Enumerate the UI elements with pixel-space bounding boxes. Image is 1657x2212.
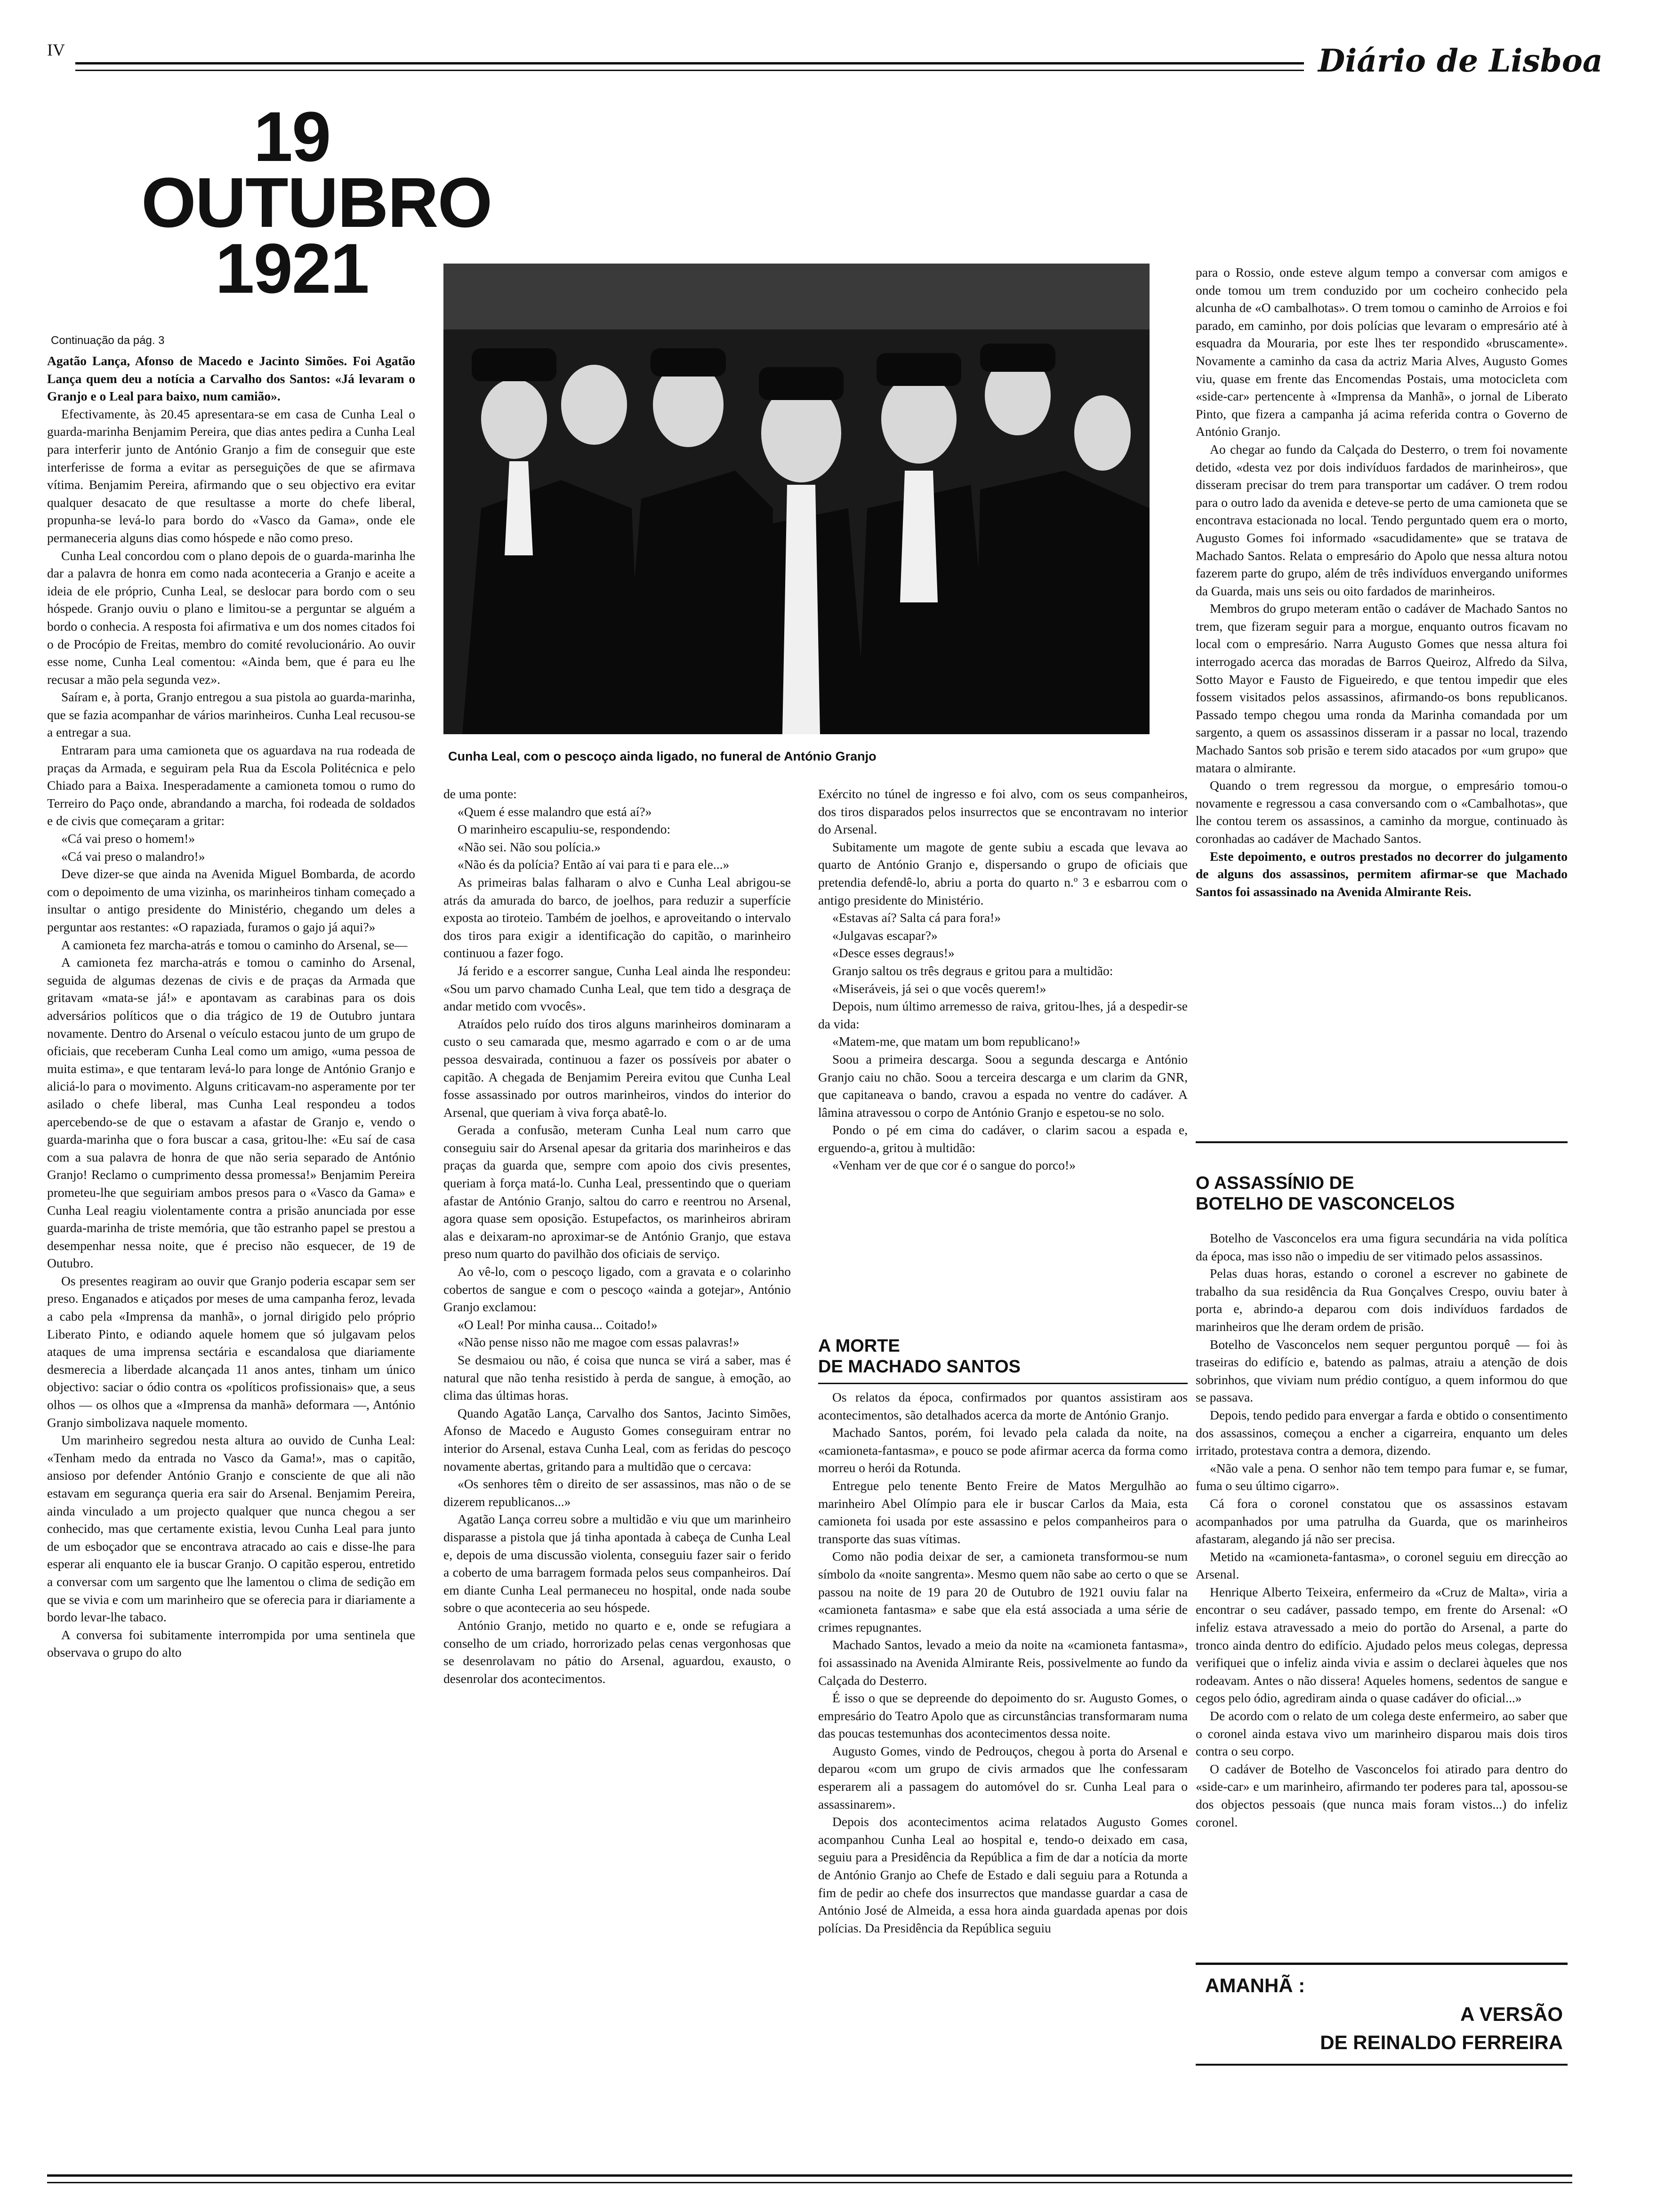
photo-caption: Cunha Leal, com o pescoço ainda ligado, no funeral de António Granjo bbox=[448, 749, 877, 763]
col4-para: Este depoimento, e outros prestados no decorrer do julgamento de alguns dos assassinos, permitem afirmar-se que Machado Santos foi assassinado na Avenida Almirante Reis. bbox=[1196, 849, 1568, 899]
col1-para: Cunha Leal concordou com o plano depois de o guarda-marinha lhe dar a palavra de honra em como nada aconteceria a Granjo e aceite a ideia de ele próprio, Cunha Leal, se deslocar para bordo com o seu hóspede. Granjo ouviu o plano e limitou-se a perguntar se alguém a bordo o conhecia. A resposta foi afirmativa e um dos nomes citados foi o de Procópio de Freitas, membro do comité revolucionário. Ao ouvir esse nome, Cunha Leal comentou: «Ainda bem, que é para eu lhe recusar a mão pela segunda vez». bbox=[47, 548, 415, 687]
amanha-rule-bottom bbox=[1196, 2064, 1568, 2066]
col3-para: Subitamente um magote de gente subiu a escada que levava ao quarto de António Granjo e, dispersando o grupo de oficiais que pretendia defendê-lo, abriu a porta do quarto n.º 3 e esbarrou com o antigo presidente do Ministério. bbox=[818, 839, 1188, 907]
col3-para: «Matem-me, que matam um bom republicano!» bbox=[832, 1034, 1080, 1049]
title-line-day: 19 bbox=[253, 97, 330, 176]
col4b-para: Cá fora o coronel constatou que os assassinos estavam acompanhados por uma patrulha da Guarda, que os marinheiros afastaram, alegando já não ser precisa. bbox=[1196, 1496, 1568, 1547]
col4b-para: Depois, tendo pedido para envergar a farda e obtido o consentimento dos assassinos, começou a encher a cigarreira, enquanto um deles irritado, protestava contra a demora, dizendo. bbox=[1196, 1407, 1568, 1458]
col3b-para: Machado Santos, levado a meio da noite na «camioneta fantasma», foi assassinado na Avenida Almirante Reis, possivelmente ao fundo da Calçada do Desterro. bbox=[818, 1637, 1188, 1688]
col4b-para: «Não vale a pena. O senhor não tem tempo para fumar e, se fumar, fuma o seu último cigarro». bbox=[1196, 1460, 1568, 1493]
col1-para: Entraram para uma camioneta que os aguardava na rua rodeada de praças da Armada, e seguiram pela Rua da Escola Politécnica e pelo Chiado para a Baixa. Inesperadamente a camioneta tomou o rumo do Terreiro do Paço onde, abrandando a marcha, foi rodeada de soldados e de civis que começaram a gritar: bbox=[47, 743, 415, 828]
col2-para: «O Leal! Por minha causa... Coitado!» bbox=[458, 1317, 658, 1332]
col2-para: Já ferido e a escorrer sangue, Cunha Leal ainda lhe respondeu: «Sou um parvo chamado Cunha Leal, que tem tido a desgraça de andar metido com vvocês». bbox=[443, 963, 791, 1014]
col2-para: As primeiras balas falharam o alvo e Cunha Leal abrigou-se atrás da amurada do barco, de joelhos, para reduzir a superfície exposta ao tiroteio. Também de joelhos, e aproveitando o intervalo dos tiros para exigir a identificação do capitão, o marinheiro continuou a fazer fogo. bbox=[443, 874, 791, 961]
col2-para: Quando Agatão Lança, Carvalho dos Santos, Jacinto Simões, Afonso de Macedo e Augusto Gomes conseguiram entrar no interior do Arsenal, estava Cunha Leal, com as feridas do pescoço novamente abertas, gritando para a multidão que o cercava: bbox=[443, 1405, 791, 1474]
col3b-para: Entregue pelo tenente Bento Freire de Matos Mergulhão ao marinheiro Abel Olímpio para ele ir buscar Carlos da Maia, esta camioneta foi usada por este assassino e pelos companheiros para o transporte das suas vítimas. bbox=[818, 1478, 1188, 1546]
section-title-line: A MORTE bbox=[818, 1336, 900, 1356]
col3b-para: É isso o que se depreende do depoimento do sr. Augusto Gomes, o empresário do Teatro Apolo que as circunstâncias transformaram numa das poucas testemunhas dos acontecimentos dessa noite. bbox=[818, 1691, 1188, 1741]
col1-para: Os presentes reagiram ao ouvir que Granjo poderia escapar sem ser preso. Enganados e atiçados por meses de uma campanha feroz, levada a cabo pela «Imprensa da manhã», o jornal dirigido pelo próprio Liberato Pinto, e odiando aquele homem que só julgavam pelos ataques de uma imprensa sectária e escandalosa que diariamente desmerecia a liberdade alcançada 11 anos antes, tinham um único objectivo: saciar o ódio contra os «políticos profissionais» que, a seus olhos — os olhos que a «Imprensa da manhã» deformara —, António Granjo simbolizava naquele momento. bbox=[47, 1273, 415, 1430]
page-number: IV bbox=[47, 40, 65, 59]
col3-para: «Julgavas escapar?» bbox=[832, 928, 938, 943]
col1-para: «Cá vai preso o homem!» bbox=[61, 831, 195, 846]
column-2 bbox=[443, 785, 791, 2159]
col3b-para: Augusto Gomes, vindo de Pedrouços, chegou à porta do Arsenal e deparou «com um grupo de civis armados que lhe confessaram esperarem ali a passagem do automóvel do sr. Cunha Leal para o assassinarem». bbox=[818, 1743, 1188, 1811]
col4-para: Quando o trem regressou da morgue, o empresário tomou-o novamente e regressou a casa conversando com o «Cambalhotas», que lhe contou terem os assassinos, a caminho da morgue, continuado às coronhadas ao cadáver de Machado Santos. bbox=[1196, 778, 1568, 846]
col2-para: «Os senhores têm o direito de ser assassinos, mas não o de se dizerem republicanos...» bbox=[443, 1476, 791, 1509]
col1-para: Agatão Lança, Afonso de Macedo e Jacinto Simões. Foi Agatão Lança quem deu a notícia a Carvalho dos Santos: «Já levaram o Granjo e o Leal para baixo, num camião». bbox=[47, 353, 415, 404]
column-4-botelho bbox=[1196, 1229, 1568, 1949]
col2-para: António Granjo, metido no quarto e e, onde se refugiara a conselho de um criado, horrorizado pelas cenas vergonhosas que se desenrolavam no pátio do Arsenal, aguardou, exausto, o desenrolar dos acontecimentos. bbox=[443, 1618, 791, 1686]
col4b-para: De acordo com o relato de um colega deste enfermeiro, ao saber que o coronel ainda estava vivo um marinheiro disparou mais dois tiros contra o seu corpo. bbox=[1196, 1708, 1568, 1759]
col1-para: Deve dizer-se que ainda na Avenida Miguel Bombarda, de acordo com o depoimento de uma vizinha, os marinheiros tinham começado a insultar o antigo presidente do Ministério, chegando um deles a perguntar aos restantes: «O rapaziada, furamos o gajo já aqui?» bbox=[47, 866, 415, 934]
column-3 bbox=[818, 785, 1188, 1298]
col4b-para: Botelho de Vasconcelos nem sequer perguntou porquê — foi às traseiras do edifício e, batendo as palmas, atraiu a atenção de dois sobrinhos, que viviam num prédio contíguo, a quem informou do que se passava. bbox=[1196, 1337, 1568, 1405]
col3-para: Granjo saltou os três degraus e gritou para a multidão: bbox=[832, 963, 1113, 978]
col3-para: Pondo o pé em cima do cadáver, o clarim sacou a espada e, erguendo-a, gritou à multidão: bbox=[818, 1122, 1188, 1155]
col1-para: A camioneta fez marcha-atrás e tomou o caminho do Arsenal, se— bbox=[61, 937, 408, 952]
col3b-para: Os relatos da época, confirmados por quantos assistiram aos acontecimentos, são detalhados acerca da morte de António Granjo. bbox=[818, 1390, 1188, 1422]
col2-para: O marinheiro escapuliu-se, respondendo: bbox=[458, 822, 671, 837]
amanha-rule-top bbox=[1196, 1963, 1568, 1965]
section-divider bbox=[1196, 1141, 1568, 1143]
col4b-para: Henrique Alberto Teixeira, enfermeiro da «Cruz de Malta», viria a encontrar o seu cadáver, passado tempo, em frente do Arsenal: «O infeliz estava atravessado a meio do portão do Arsenal, a parte do tronco ainda dentro do edifício. Ajudado pelos meus colegas, depressa verifiquei que o infeliz ainda vivia e assim o declarei àqueles que nos rodeavam. Antes o não dissera! Aqueles homens, sedentos de sangue e cegos pelo ódio, agrediram ainda o quase cadáver do oficial...» bbox=[1196, 1584, 1568, 1706]
col3-para: Depois, num último arremesso de raiva, gritou-lhes, já a despedir-se da vida: bbox=[818, 999, 1188, 1031]
funeral-photo bbox=[443, 264, 1150, 734]
col1-para: «Cá vai preso o malandro!» bbox=[61, 849, 205, 864]
column-4 bbox=[1196, 264, 1568, 1125]
col3-para: Soou a primeira descarga. Soou a segunda descarga e António Granjo caiu no chão. Soou a terceira descarga e um clarim da GNR, que capitaneava o bando, cravou a espada no ventre do cadáver. A lâmina atravessou o corpo de António Granjo e espetou-se no solo. bbox=[818, 1051, 1188, 1120]
col1-para: A conversa foi subitamente interrompida por uma sentinela que observava o grupo do alto bbox=[47, 1627, 415, 1660]
column-3-machado bbox=[818, 1388, 1188, 2160]
col2-para: Atraídos pelo ruído dos tiros alguns marinheiros dominaram a custo o seu camarada que, mesmo agarrado e com o ar de uma pessoa desvairada, continuou a fazer os possíveis por abater o capitão. A chegada de Benjamim Pereira evitou que Cunha Leal fosse assassinado por outros marinheiros, vindos do interior do Arsenal, que queriam à viva força abatê-lo. bbox=[443, 1016, 791, 1120]
tomorrow-label: AMANHÃ : bbox=[1205, 1974, 1305, 1996]
col1-para: Um marinheiro segredou nesta altura ao ouvido de Cunha Leal: «Tenham medo da entrada no Vasco da Gama!», mas o capitão, ansioso por defender António Granjo e consciente de que ali não estavam em segurança queria era sair do Arsenal. Benjamim Pereira, ainda vinculado a um projecto qualquer que nunca chegou a ser conhecido, mas que certamente existia, levou Cunha Leal para junto de um esboçador que se encontrava atracado ao cais e disse-lhe para esperar ali enquanto ele ia buscar Granjo. O capitão esperou, entretido a conversar com um sargento que lhe lamentou o clima de sedição em que se vivia e com um marinheiro que se oferecia para ir diariamente a bordo levar-lhe tabaco. bbox=[47, 1433, 415, 1625]
section-title-line: O ASSASSÍNIO DE bbox=[1196, 1173, 1354, 1193]
tomorrow-headline-line: A VERSÃO bbox=[1460, 2003, 1563, 2025]
section-title-botelho-vasconcelos bbox=[1196, 1173, 1568, 1214]
col1-para: Saíram e, à porta, Granjo entregou a sua pistola ao guarda-marinha, que se fazia acompanhar de vários marinheiros. Cunha Leal recusou-se a entregar a sua. bbox=[47, 689, 415, 740]
title-line-month: OUTUBRO bbox=[141, 163, 492, 242]
col3b-para: Depois dos acontecimentos acima relatados Augusto Gomes acompanhou Cunha Leal ao hospital e, tendo-o deixado em casa, seguiu para a Presidência da República a fim de dar a notícia da morte de António Granjo ao Chefe de Estado e dali seguiu para a Rotunda a fim de pedir ao chefe dos insurrectos que mandasse guardar a casa de António José de Almeida, a essa hora ainda guardada apenas por dois polícias. Da Presidência da República seguiu bbox=[818, 1814, 1188, 1935]
col1-para: Efectivamente, às 20.45 apresentara-se em casa de Cunha Leal o guarda-marinha Benjamim Pereira, que dias antes pedira a Cunha Leal para interferir junto de António Granjo a fim de conseguir que este interferisse de forma a evitar as perseguições de que se afirmava vítima. Benjamim Pereira, afirmando que o seu objectivo era evitar qualquer desacato de que resultasse a morte do chefe liberal, propunha-se levá-lo para bordo do «Vasco da Gama», onde ele permaneceria alguns dias como hóspede e não como preso. bbox=[47, 406, 415, 545]
col2-para: Se desmaiou ou não, é coisa que nunca se virá a saber, mas é natural que não tenha resistido à perda de sangue, à emoção, ao clima das últimas horas. bbox=[443, 1353, 791, 1403]
col4-para: Ao chegar ao fundo da Calçada do Desterro, o trem foi novamente detido, «desta vez por dois indivíduos fardados de marinheiros», que disseram precisar do trem para transportar um cadáver. O trem rodou para o outro lado da avenida e deteve-se perto de uma camioneta que se encontrava estacionada no local. Tendo perguntado quem era o morto, Augusto Gomes foi informado «sacudidamente» que se tratava de Machado Santos. Relata o empresário do Apolo que nessa altura notou fazerem parte do grupo, além de três indivíduos envergando uniformes da Guarda, mais uns seis ou oito fardados de marinheiros. bbox=[1196, 441, 1568, 598]
header-rule-top bbox=[75, 62, 1304, 64]
col3-para: «Miseráveis, já sei o que vocês querem!» bbox=[832, 981, 1046, 996]
col2-para: Ao vê-lo, com o pescoço ligado, com a gravata e o colarinho cobertos de sangue e com o pescoço «ainda a gotejar», António Granjo exclamou: bbox=[443, 1264, 791, 1314]
page-title bbox=[141, 97, 492, 308]
col3-para: «Estavas aí? Salta cá para fora!» bbox=[832, 910, 1001, 925]
col1-para: A camioneta fez marcha-atrás e tomou o caminho do Arsenal, seguida de algumas dezenas de civis e de praças da Armada que gritavam «mata-se já!» e apontavam as carabinas para os dois adversários políticos que o dia trágico de 19 de Outubro juntara novamente. Dentro do Arsenal o veículo estacou junto de um grupo de oficiais, que receberam Cunha Leal como um amigo, «uma pessoa de muita estima», e que tentaram levá-lo para longe de António Granjo e aliciá-lo para o movimento. Alguns criticavam-no asperamente por ter asilado o chefe liberal, mas Cunha Leal respondeu a todos apercebendo-se de que o estavam a afastar de Granjo e, vendo o guarda-marinha que o fora buscar a casa, gritou-lhe: «Eu saí de casa com a sua palavra de honra de que não seria separado de António Granjo! Reclamo o cumprimento dessa promessa!» Benjamim Pereira prometeu-lhe que seguiriam ambos presos para o «Vasco da Gama» e Cunha Leal reagiu violentamente contra a prisão anunciada por esse guarda-marinha de triste memória, que tão estranho papel se prestou a desempenhar nessa noite, que é preciso não esquecer, de 19 de Outubro. bbox=[47, 955, 415, 1271]
title-line-year: 1921 bbox=[215, 229, 369, 308]
col4b-para: Pelas duas horas, estando o coronel a escrever no gabinete de trabalho da sua residência da Rua Gonçalves Crespo, ouviu bater à porta e, abrindo-a deparou com dois indivíduos fardados de marinheiros que lhe deram ordem de prisão. bbox=[1196, 1266, 1568, 1334]
tomorrow-headline bbox=[1271, 2000, 1563, 2057]
header-rule-bottom bbox=[75, 70, 1304, 71]
col2-para: «Quem é esse malandro que está aí?» bbox=[458, 804, 652, 819]
photo-figures bbox=[443, 264, 1150, 734]
col4b-para: Botelho de Vasconcelos era uma figura secundária na vida política da época, mas isso não o impediu de ser vitimado pelos assassinos. bbox=[1196, 1231, 1568, 1263]
col2-para: Gerada a confusão, meteram Cunha Leal num carro que conseguiu sair do Arsenal apesar da gritaria dos marinheiros e das praças da guarda que, sempre com apoio dos civis presentes, queriam à força matá-lo. Cunha Leal, pressentindo que o queriam afastar de António Granjo, saltou do carro e reentrou no Arsenal, agora quase sem oposição. Estupefactos, os marinheiros abriram alas e deixaram-no aproximar-se de António Granjo, que estava preso num quarto do pavilhão dos oficiais de serviço. bbox=[443, 1122, 791, 1261]
continuation-note: Continuação da pág. 3 bbox=[51, 334, 165, 347]
col2-para: de uma ponte: bbox=[443, 786, 517, 801]
col4-para: Membros do grupo meteram então o cadáver de Machado Santos no trem, que fizeram seguir para a morgue, enquanto outros ficavam no local com o empresário. Narra Augusto Gomes que nessa altura foi interrogado acerca das moradas de Barros Queiroz, Alfredo da Silva, Sotto Mayor e Fausto de Figueiredo, e que tentou impedir que eles fossem visitados pelos assassinos, afirmando-os bons republicanos. Passado tempo chegou uma ronda da Marinha comandada por um sargento, a quem os assassinos disseram ir a passar no local, trazendo Machado Santos sob prisão e terem sido atacados por «um grupo» que matara o almirante. bbox=[1196, 601, 1568, 775]
section-rule bbox=[818, 1383, 1188, 1384]
column-1 bbox=[47, 352, 415, 2159]
col2-para: «Não pense nisso não me magoe com essas palavras!» bbox=[458, 1335, 740, 1350]
col2-para: Agatão Lança correu sobre a multidão e viu que um marinheiro disparasse a pistola que já tinha apontada à cabeça de Cunha Leal e, depois de uma discussão violenta, conseguiu fazer sair o ferido a coberto de uma barragem formada pelos seus companheiros. Daí em diante Cunha Leal permaneceu no hospital, onde nada soube sobre o que aconteceria ao seu hóspede. bbox=[443, 1512, 791, 1615]
col2-para: «Não sei. Não sou polícia.» bbox=[458, 839, 601, 854]
col4b-para: O cadáver de Botelho de Vasconcelos foi atirado para dentro do «side-car» e um marinheiro, afirmando ter poderes para tal, apossou-se dos objectos pessoais (que nunca mais foram vistos...) do infeliz coronel. bbox=[1196, 1761, 1568, 1829]
col3b-para: Como não podia deixar de ser, a camioneta transformou-se num símbolo da «noite sangrenta». Mesmo quem não sabe ao certo o que se passou na noite de 19 para 20 de Outubro de 1921 ouviu falar na «camioneta fantasma» e sabe que ela está associada a uma série de crimes repugnantes. bbox=[818, 1549, 1188, 1635]
section-title-line: BOTELHO DE VASCONCELOS bbox=[1196, 1194, 1455, 1214]
newspaper-masthead: Diário de Lisboa bbox=[1318, 42, 1603, 79]
col4b-para: Metido na «camioneta-fantasma», o coronel seguiu em direcção ao Arsenal. bbox=[1196, 1549, 1568, 1582]
col2-para: «Não és da polícia? Então aí vai para ti e para ele...» bbox=[458, 857, 730, 872]
col4-para: para o Rossio, onde esteve algum tempo a conversar com amigos e onde tomou um trem conduzido por um cocheiro conhecido pela alcunha de «O cambalhotas». O trem tomou o caminho de Arroios e foi parado, em caminho, por dois polícias que levaram o empresário até à esquadra da Mouraria, por este lhes ter respondido «bruscamente». Novamente a caminho da casa da actriz Maria Alves, Augusto Gomes viu, quase em frente das Encomendas Postais, uma motocicleta com «side-car» pertencente à «Imprensa da Manhã», o jornal de Liberato Pinto, que fizera a campanha já acima referida contra o Governo de António Granjo. bbox=[1196, 265, 1568, 439]
col3-para: «Desce esses degraus!» bbox=[832, 946, 955, 961]
footer-rule-top bbox=[47, 2174, 1572, 2177]
col3-para: «Venham ver de que cor é o sangue do porco!» bbox=[832, 1158, 1076, 1173]
col3b-para: Machado Santos, porém, foi levado pela calada da noite, na «camioneta-fantasma», e pouco se pode afirmar acerca da forma como morreu o herói da Rotunda. bbox=[818, 1425, 1188, 1475]
section-title-line: DE MACHADO SANTOS bbox=[818, 1357, 1021, 1377]
col3-para: Exército no túnel de ingresso e foi alvo, com os seus companheiros, dos tiros disparados pelos insurrectos que se encontravam no interior do Arsenal. bbox=[818, 786, 1188, 837]
tomorrow-headline-line: DE REINALDO FERREIRA bbox=[1320, 2031, 1563, 2053]
section-title-machado-santos bbox=[818, 1336, 1188, 1377]
footer-rule-bottom bbox=[47, 2182, 1572, 2183]
